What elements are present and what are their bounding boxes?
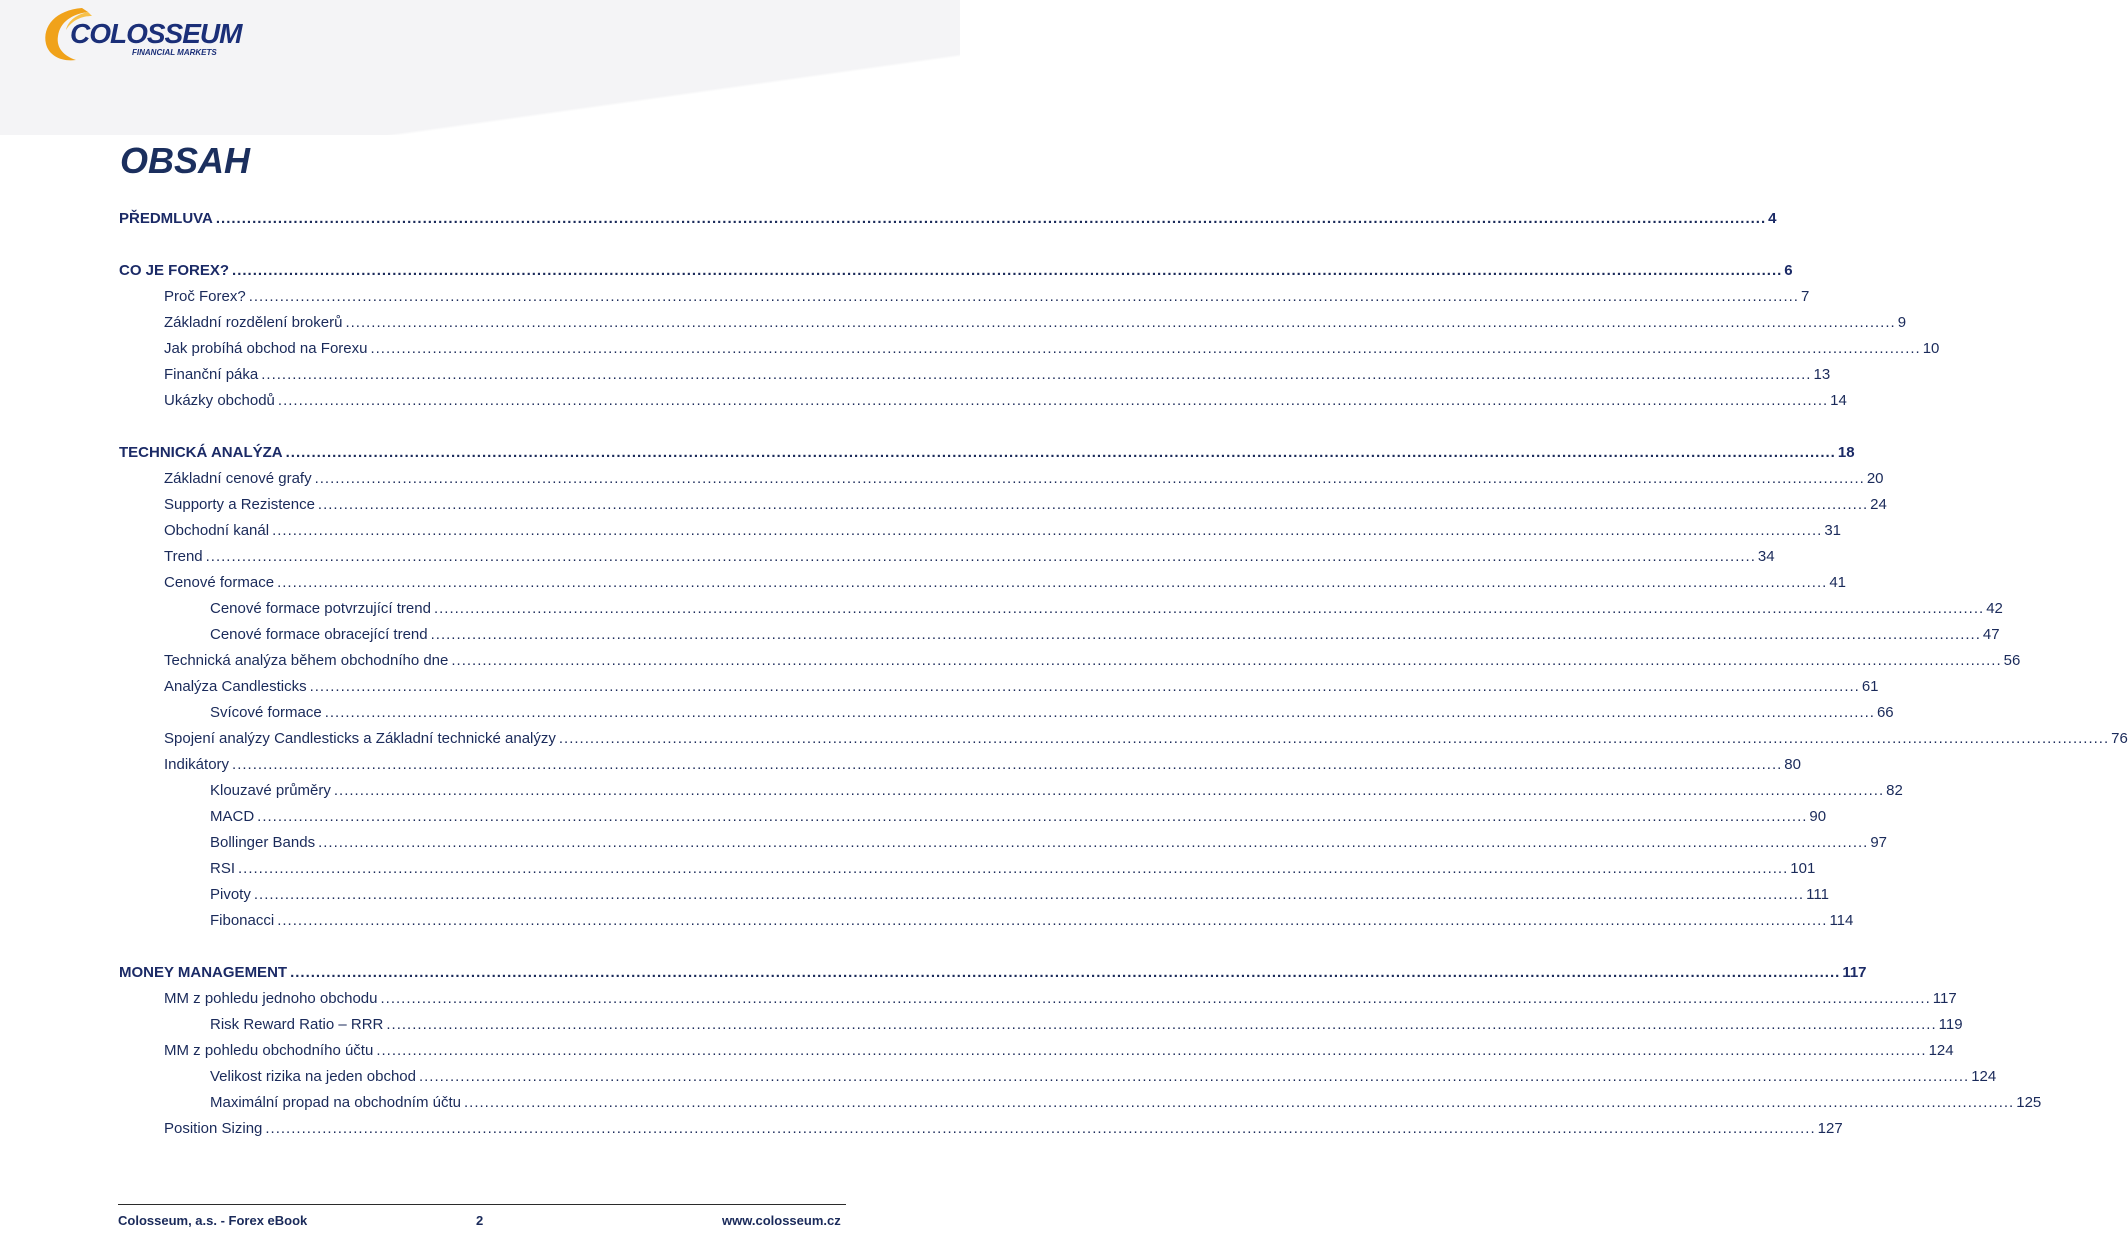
toc-entry-page: 34 (1757, 548, 1775, 565)
toc-entry-title: Velikost rizika na jeden obchod (210, 1068, 416, 1085)
toc-entry-title: Základní rozdělení brokerů (164, 314, 343, 331)
toc-entry-title: Technická analýza během obchodního dne (164, 652, 449, 669)
toc-leader-dots: ............................................................................................................................................................................................................................................................................................................ (285, 444, 1836, 461)
toc-leader-dots: ............................................................................................................................................................................................................................................................................................................ (257, 808, 1808, 825)
toc-entry-title: Cenové formace (164, 574, 275, 591)
toc-entry-page: 4 (1768, 210, 1777, 227)
toc-entry-title: Proč Forex? (164, 288, 246, 305)
toc-entry-title: MACD (210, 808, 255, 825)
toc-leader-dots: ............................................................................................................................................................................................................................................................................................................ (370, 340, 1921, 357)
toc-entry[interactable] (119, 262, 1793, 284)
toc-entry-title: Klouzavé průměry (210, 782, 331, 799)
toc-leader-dots: ............................................................................................................................................................................................................................................................................................................ (380, 990, 1931, 1007)
toc-entry-page: 125 (2016, 1094, 2042, 1111)
toc-entry[interactable] (164, 288, 1810, 310)
toc-entry-page: 13 (1813, 366, 1831, 383)
toc-leader-dots: ............................................................................................................................................................................................................................................................................................................ (430, 626, 1981, 643)
toc-entry[interactable] (210, 912, 1854, 934)
toc-entry-page: 6 (1784, 262, 1793, 279)
toc-entry-page: 24 (1870, 496, 1887, 513)
toc-entry-page: 127 (1817, 1120, 1843, 1137)
footer-page-number: 2 (476, 1213, 484, 1228)
toc-entry-page: 97 (1870, 834, 1888, 851)
toc-entry[interactable] (210, 886, 1829, 908)
toc-entry-title: Obchodní kanál (164, 522, 270, 539)
toc-entry-page: 90 (1809, 808, 1827, 825)
toc-entry-page: 18 (1837, 444, 1855, 461)
toc-entry-page: 10 (1922, 340, 1940, 357)
toc-entry-title: Ukázky obchodů (164, 392, 275, 409)
toc-leader-dots: ............................................................................................................................................................................................................................................................................................................ (345, 314, 1896, 331)
toc-entry[interactable] (164, 1042, 1954, 1064)
page-title: OBSAH (120, 140, 251, 181)
toc-leader-dots: ............................................................................................................................................................................................................................................................................................................ (261, 366, 1812, 383)
toc-entry-title: Bollinger Bands (210, 834, 316, 851)
toc-entry[interactable] (210, 626, 2000, 648)
toc-entry-title: PŘEDMLUVA (119, 210, 213, 227)
toc-entry-page: 80 (1784, 756, 1801, 773)
toc-entry-title: CO JE FOREX? (119, 262, 230, 279)
toc-entry-title: Jak probíhá obchod na Forexu (164, 340, 368, 357)
toc-entry[interactable] (210, 1016, 1963, 1038)
toc-entry-page: 111 (1806, 886, 1829, 903)
toc-entry[interactable] (164, 756, 1801, 778)
toc-leader-dots: ............................................................................................................................................................................................................................................................................................................ (386, 1016, 1937, 1033)
toc-entry-page: 76 (2111, 730, 2128, 747)
toc-entry-title: Cenové formace obracející trend (210, 626, 428, 643)
toc-leader-dots: ............................................................................................................................................................................................................................................................................................................ (277, 392, 1829, 409)
toc-entry[interactable] (164, 574, 1846, 596)
toc-entry[interactable] (119, 444, 1855, 466)
toc-leader-dots: ............................................................................................................................................................................................................................................................................................................ (238, 860, 1789, 877)
toc-entry-page: 20 (1866, 470, 1884, 487)
toc-entry-title: Analýza Candlesticks (164, 678, 307, 695)
toc-entry-page: 7 (1800, 288, 1810, 305)
toc-entry-page: 56 (2003, 652, 2021, 669)
toc-leader-dots: ............................................................................................................................................................................................................................................................................................................ (248, 288, 1799, 305)
toc-entry[interactable] (164, 366, 1831, 388)
toc-entry-title: Risk Reward Ratio – RRR (210, 1016, 384, 1033)
toc-entry-title: Pivoty (210, 886, 251, 903)
toc-entry-title: TECHNICKÁ ANALÝZA (119, 444, 283, 461)
toc-entry[interactable] (164, 340, 1940, 362)
toc-leader-dots: ............................................................................................................................................................................................................................................................................................................ (314, 470, 1865, 487)
toc-entry-title: Cenové formace potvrzující trend (210, 600, 431, 617)
toc-leader-dots: ............................................................................................................................................................................................................................................................................................................ (265, 1120, 1816, 1137)
toc-entry[interactable] (119, 964, 1867, 986)
toc-entry-page: 124 (1928, 1042, 1954, 1059)
toc-entry[interactable] (164, 496, 1887, 518)
logo-wordmark: COLOSSEUM (70, 18, 242, 49)
toc-entry[interactable] (164, 1120, 1843, 1142)
toc-entry-title: MONEY MANAGEMENT (119, 964, 288, 981)
toc-entry-page: 82 (1886, 782, 1903, 799)
toc-entry-title: Trend (164, 548, 203, 565)
toc-entry[interactable] (210, 834, 1888, 856)
toc-entry-title: RSI (210, 860, 236, 877)
toc-entry-page: 61 (1861, 678, 1879, 695)
toc-entry-page: 117 (1932, 990, 1957, 1007)
toc-leader-dots: ............................................................................................................................................................................................................................................................................................................ (309, 678, 1860, 695)
footer-left: Colosseum, a.s. - Forex eBook (118, 1213, 308, 1228)
toc-entry-title: Finanční páka (164, 366, 259, 383)
toc-leader-dots: ............................................................................................................................................................................................................................................................................................................ (318, 834, 1869, 851)
toc-entry-title: Position Sizing (164, 1120, 263, 1137)
toc-leader-dots: ............................................................................................................................................................................................................................................................................................................ (215, 210, 1767, 227)
toc-entry[interactable] (164, 392, 1847, 414)
toc-leader-dots: ............................................................................................................................................................................................................................................................................................................ (376, 1042, 1927, 1059)
toc-entry-page: 119 (1938, 1016, 1963, 1033)
toc-leader-dots: ............................................................................................................................................................................................................................................................................................................ (558, 730, 2110, 747)
toc-entry[interactable] (210, 808, 1827, 830)
toc-leader-dots: ............................................................................................................................................................................................................................................................................................................ (253, 886, 1805, 903)
toc-leader-dots: ............................................................................................................................................................................................................................................................................................................ (272, 522, 1823, 539)
toc-entry-page: 124 (1971, 1068, 1997, 1085)
logo-tagline: FINANCIAL MARKETS (132, 48, 217, 57)
toc-entry[interactable] (210, 1094, 2042, 1116)
toc-entry-page: 66 (1876, 704, 1894, 721)
toc-entry-title: Základní cenové grafy (164, 470, 312, 487)
toc-entry[interactable] (164, 522, 1842, 544)
toc-entry-title: Maximální propad na obchodním účtu (210, 1094, 461, 1111)
toc-leader-dots: ............................................................................................................................................................................................................................................................................................................ (232, 262, 1783, 279)
toc-leader-dots: ............................................................................................................................................................................................................................................................................................................ (333, 782, 1885, 799)
toc-entry-page: 9 (1897, 314, 1907, 331)
toc-leader-dots: ............................................................................................................................................................................................................................................................................................................ (463, 1094, 2015, 1111)
toc-entry[interactable] (164, 678, 1879, 700)
toc-entry-title: Svícové formace (210, 704, 322, 721)
toc-entry-page: 14 (1830, 392, 1847, 409)
toc-entry-page: 41 (1829, 574, 1846, 591)
toc-entry-page: 31 (1824, 522, 1842, 539)
toc-entry[interactable] (164, 730, 2128, 752)
toc-entry-title: Indikátory (164, 756, 230, 773)
toc-entry-title: Spojení analýzy Candlesticks a Základní technické analýzy (164, 730, 556, 747)
footer-rule (118, 1204, 846, 1205)
toc-leader-dots: ............................................................................................................................................................................................................................................................................................................ (290, 964, 1841, 981)
toc-entry[interactable] (210, 1068, 1997, 1090)
toc-entry-page: 101 (1790, 860, 1816, 877)
toc-entry-page: 117 (1842, 964, 1867, 981)
toc-leader-dots: ............................................................................................................................................................................................................................................................................................................ (317, 496, 1869, 513)
toc-leader-dots: ............................................................................................................................................................................................................................................................................................................ (433, 600, 1985, 617)
toc-leader-dots: ............................................................................................................................................................................................................................................................................................................ (205, 548, 1756, 565)
toc-entry[interactable] (164, 548, 1775, 570)
toc-entry-page: 114 (1829, 912, 1854, 929)
toc-entry[interactable] (210, 600, 2003, 622)
toc-entry-title: Fibonacci (210, 912, 275, 929)
toc-leader-dots: ............................................................................................................................................................................................................................................................................................................ (277, 574, 1828, 591)
toc-leader-dots: ............................................................................................................................................................................................................................................................................................................ (451, 652, 2002, 669)
toc-entry[interactable] (164, 652, 2021, 674)
toc-entry[interactable] (164, 470, 1884, 492)
toc-entry[interactable] (210, 704, 1894, 726)
toc-leader-dots: ............................................................................................................................................................................................................................................................................................................ (277, 912, 1828, 929)
footer-website: www.colosseum.cz (722, 1213, 841, 1228)
colosseum-logo (42, 4, 242, 66)
toc-leader-dots: ............................................................................................................................................................................................................................................................................................................ (232, 756, 1783, 773)
toc-entry[interactable] (119, 210, 1777, 232)
toc-entry-title: Supporty a Rezistence (164, 496, 315, 513)
toc-leader-dots: ............................................................................................................................................................................................................................................................................................................ (418, 1068, 1970, 1085)
toc-entry[interactable] (210, 782, 1903, 804)
toc-entry-page: 42 (1986, 600, 2003, 617)
toc-entry[interactable] (164, 314, 1907, 336)
toc-entry[interactable] (210, 860, 1816, 882)
toc-entry-title: MM z pohledu obchodního účtu (164, 1042, 374, 1059)
toc-entry-page: 47 (1982, 626, 2000, 643)
toc-entry-title: MM z pohledu jednoho obchodu (164, 990, 378, 1007)
toc-leader-dots: ............................................................................................................................................................................................................................................................................................................ (324, 704, 1875, 721)
toc-entry[interactable] (164, 990, 1957, 1012)
